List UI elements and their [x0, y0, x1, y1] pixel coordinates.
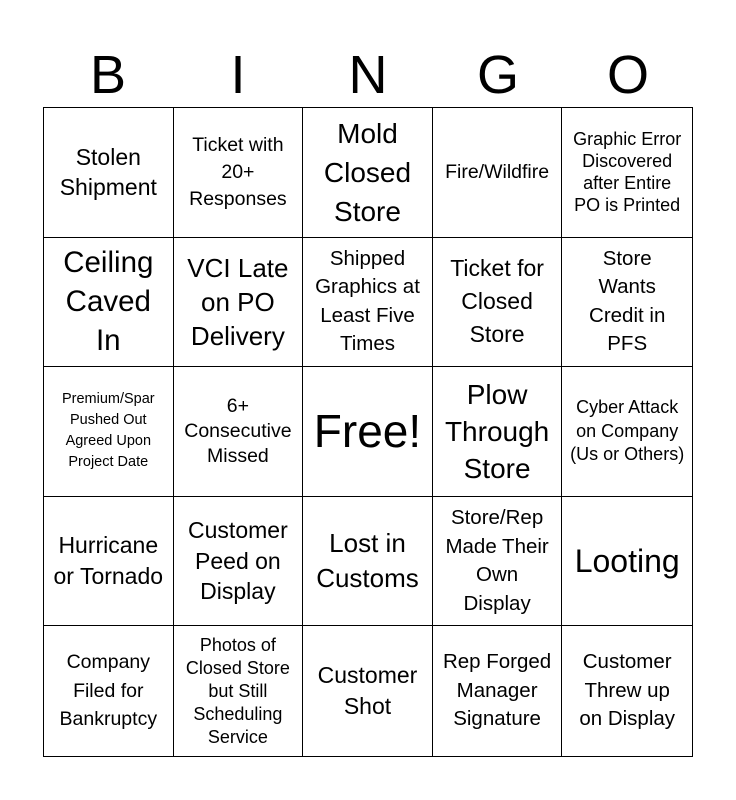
cell-text: Looting	[574, 543, 680, 580]
bingo-header	[43, 44, 693, 106]
cell-text: Hurricane or Tornado	[53, 531, 164, 590]
header-letter-b: B	[89, 45, 127, 105]
bingo-cell[interactable]	[303, 108, 433, 238]
header-letter-i: I	[230, 45, 246, 105]
cell-text: Fire/Wildfire	[445, 160, 550, 183]
cell-text: Rep Forged Manager Signature	[442, 650, 552, 731]
cell-text: Ticket for Closed Store	[450, 255, 544, 348]
header-letter-o: O	[606, 45, 649, 105]
bingo-cell[interactable]	[44, 497, 174, 627]
bingo-cell[interactable]	[303, 497, 433, 627]
bingo-cell free-space[interactable]	[303, 367, 433, 497]
bingo-cell[interactable]	[44, 108, 174, 238]
cell-text: Lost in Customs	[316, 528, 419, 594]
bingo-cell[interactable]	[174, 108, 304, 238]
bingo-cell[interactable]	[174, 626, 304, 756]
cell-text: Premium/Spar Pushed Out Agreed Upon Project Date	[61, 391, 155, 471]
cell-text: Customer Shot	[317, 662, 418, 720]
cell-text: Stolen Shipment	[59, 144, 157, 201]
bingo-board	[43, 107, 693, 757]
cell-text: VCI Late on PO Delivery	[187, 252, 289, 351]
bingo-cell[interactable]	[303, 626, 433, 756]
cell-text: Customer Peed on Display	[188, 517, 288, 605]
cell-text: Ceiling Caved In	[63, 246, 154, 358]
cell-text: Graphic Error Discovered after Entire PO is Printed	[573, 129, 682, 216]
bingo-cell[interactable]	[433, 367, 563, 497]
cell-text: Free!	[313, 405, 422, 458]
bingo-cell[interactable]	[562, 626, 692, 756]
bingo-cell[interactable]	[174, 238, 304, 368]
bingo-cell[interactable]	[44, 367, 174, 497]
bingo-cell[interactable]	[44, 238, 174, 368]
cell-text: Customer Threw up on Display	[579, 650, 676, 731]
header-letter-n: N	[348, 45, 388, 105]
cell-text: Store Wants Credit in PFS	[589, 246, 666, 356]
cell-text: Photos of Closed Store but Still Scheduling Service	[185, 634, 290, 747]
cell-text: Company Filed for Bankruptcy	[59, 651, 158, 731]
cell-text: Shipped Graphics at Least Five Times	[315, 246, 420, 356]
cell-text: Mold Closed Store	[323, 117, 412, 227]
cell-text: Plow Through Store	[444, 378, 550, 484]
bingo-cell[interactable]	[303, 238, 433, 368]
cell-text: Cyber Attack on Company (Us or Others)	[570, 397, 685, 465]
bingo-cell[interactable]	[44, 626, 174, 756]
cell-text: 6+ Consecutive Missed	[184, 394, 292, 467]
bingo-cell[interactable]	[433, 626, 563, 756]
bingo-cell[interactable]	[433, 238, 563, 368]
bingo-cell[interactable]	[433, 108, 563, 238]
bingo-cell[interactable]	[433, 497, 563, 627]
cell-text: Ticket with 20+ Responses	[189, 133, 287, 210]
bingo-cell[interactable]	[562, 238, 692, 368]
bingo-cell[interactable]	[174, 497, 304, 627]
header-letter-g: G	[476, 45, 519, 105]
cell-text: Store/Rep Made Their Own Display	[445, 506, 549, 615]
bingo-cell[interactable]	[562, 497, 692, 627]
bingo-cell[interactable]	[562, 108, 692, 238]
bingo-cell[interactable]	[562, 367, 692, 497]
bingo-cell[interactable]	[174, 367, 304, 497]
